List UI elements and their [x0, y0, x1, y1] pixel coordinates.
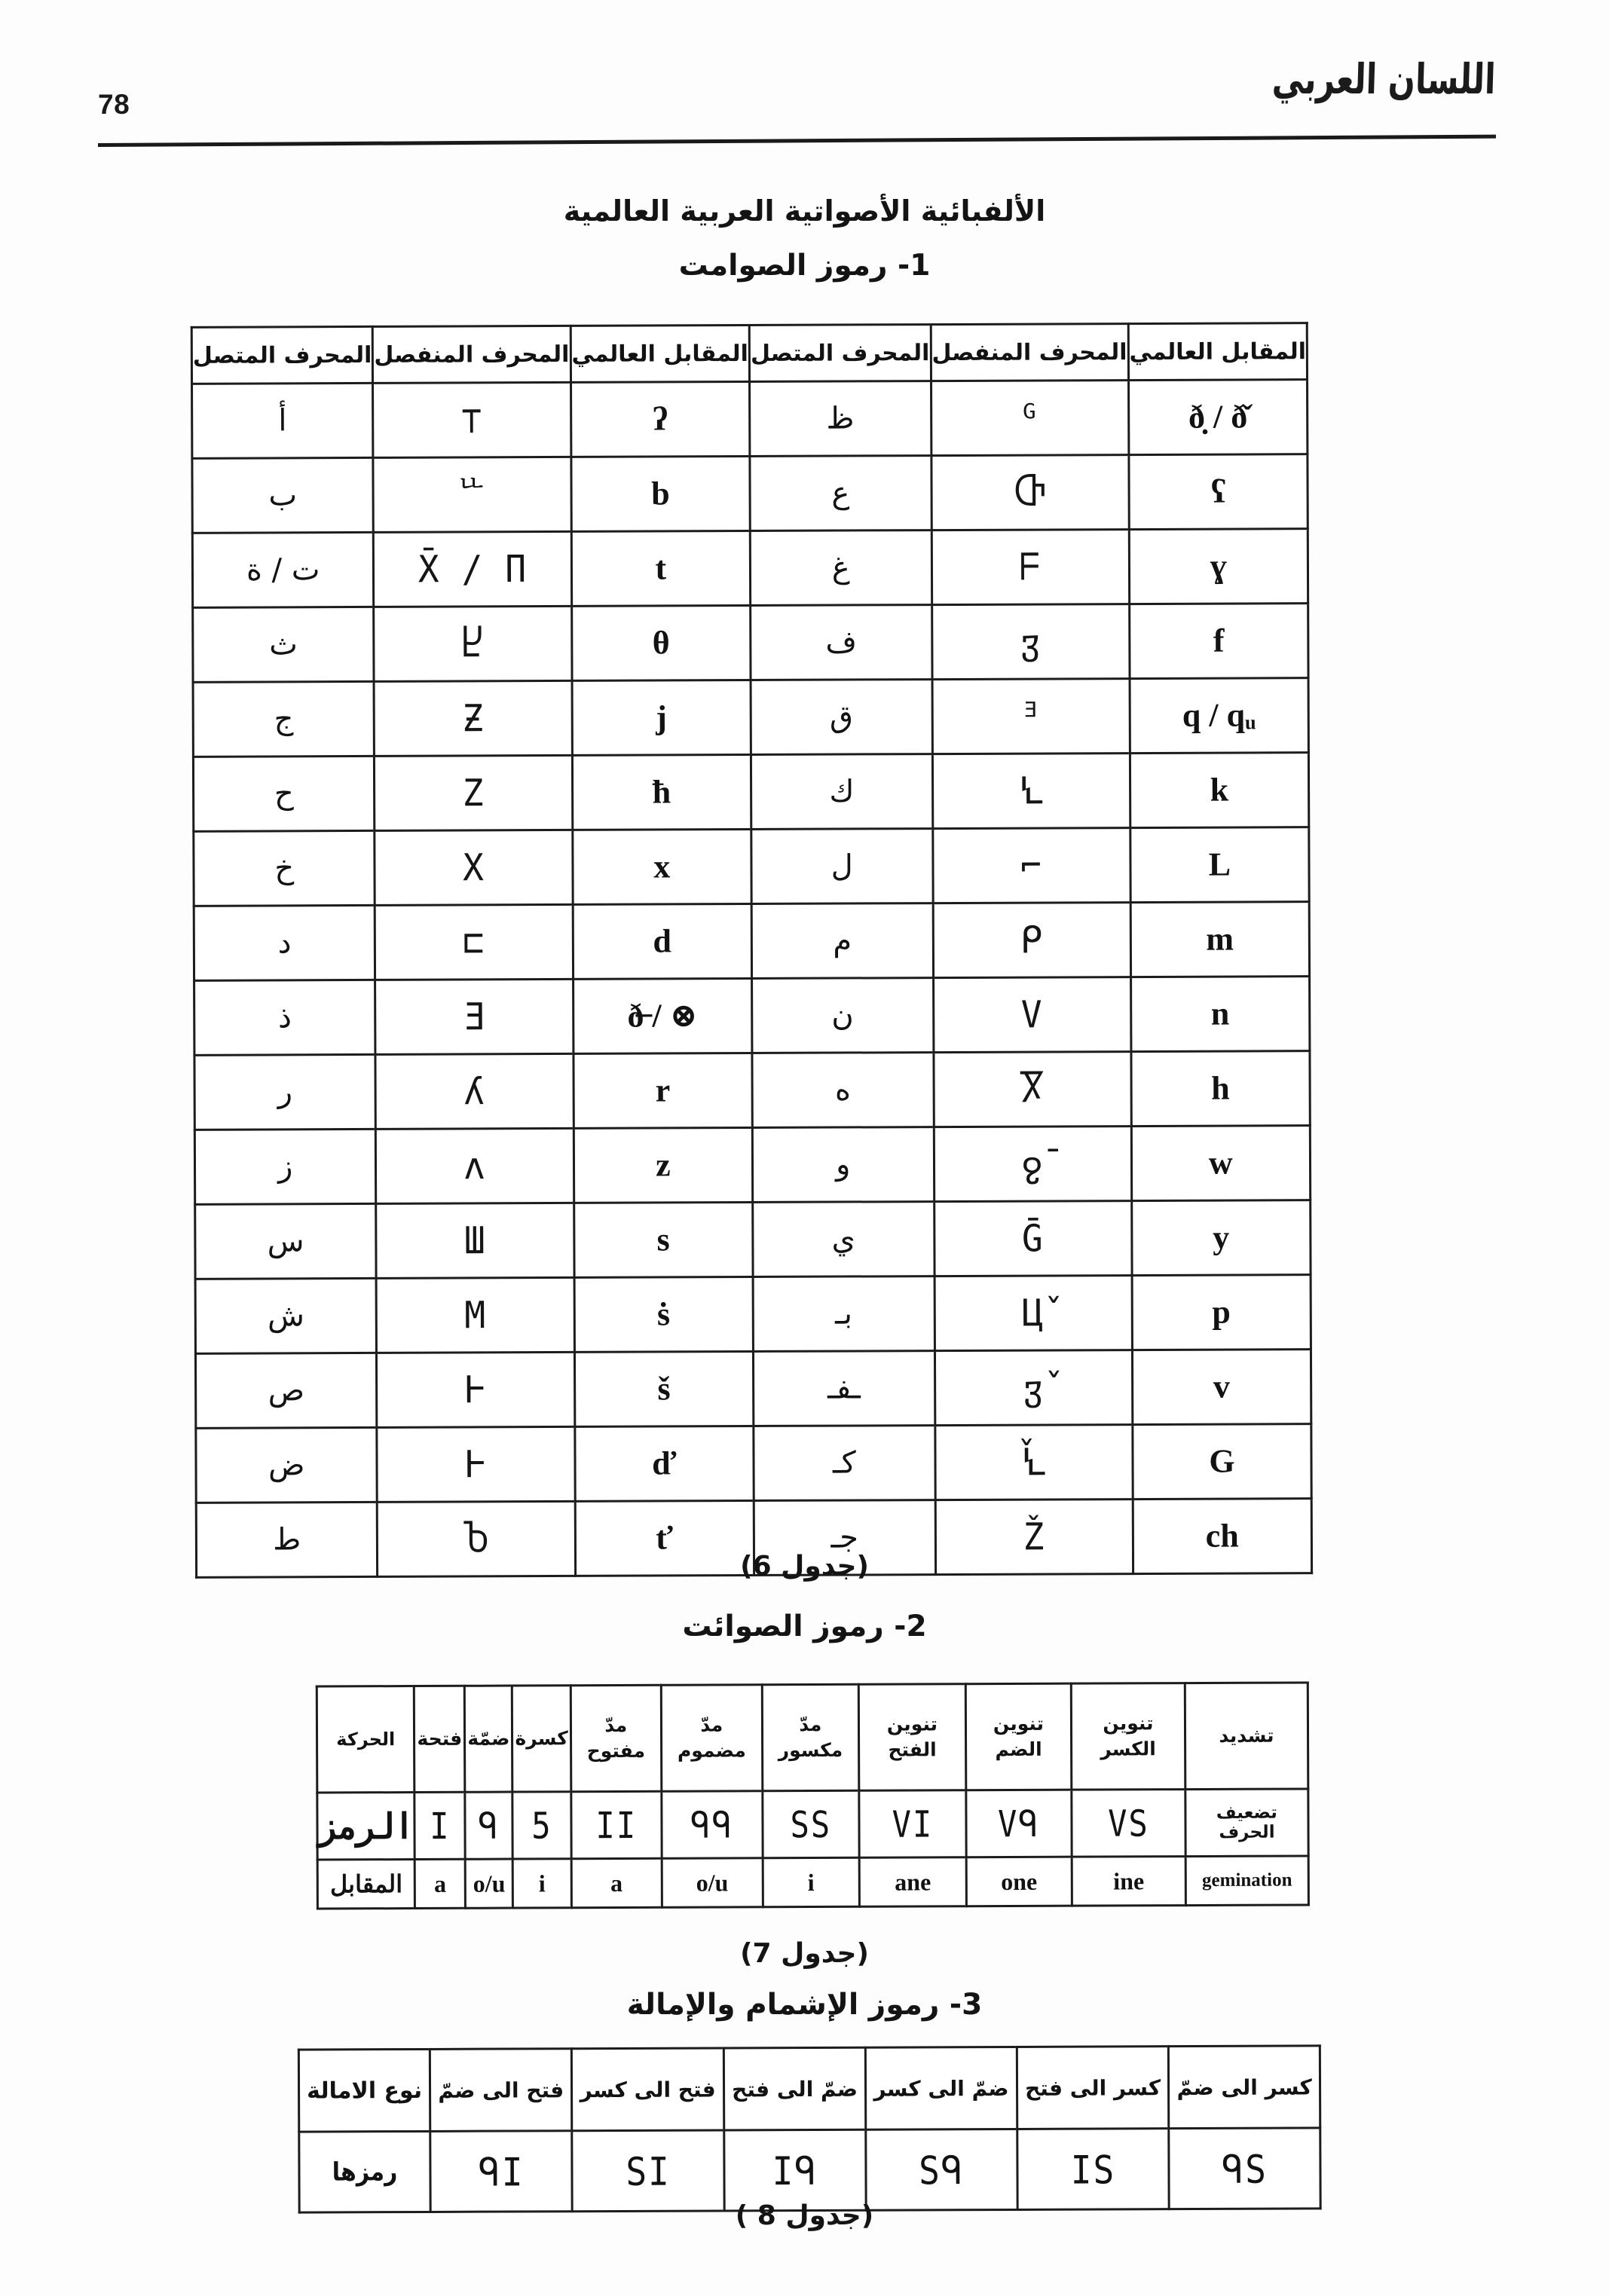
cell-intl-left: G: [1132, 1424, 1311, 1500]
cell-arabic-right: خ: [194, 830, 375, 906]
header-sep-right: المحرف المنفصل: [373, 326, 570, 383]
vowel-symbol-cell: Vᑫ: [966, 1785, 1072, 1863]
vowel-latin-cell: a: [415, 1859, 466, 1908]
table-row: [194, 977, 1309, 1056]
cell-separate-right: ʎ: [371, 1049, 579, 1133]
cell-arabic-left: ي: [753, 1202, 935, 1277]
table-row: [195, 1275, 1311, 1354]
vowel-latin-cell: one: [966, 1857, 1072, 1906]
cell-intl-left: v: [1132, 1350, 1311, 1425]
cell-intl-right: ť: [575, 1500, 754, 1576]
vowel-symbol-cell: VS: [1072, 1784, 1185, 1862]
cell-arabic-right: س: [195, 1203, 377, 1279]
vowel-header-cell: فتحة: [414, 1686, 465, 1792]
cell-intl-left: ʕ: [1128, 454, 1308, 530]
cell-separate-left: ჹ̄: [928, 1122, 1136, 1206]
imala-header-cell: ضمّ الى فتح: [723, 2047, 866, 2130]
imala-header-cell: فتح الى ضمّ: [430, 2049, 572, 2132]
vowel-latin-cell: ane: [859, 1857, 966, 1907]
consonant-table-body: [191, 380, 1311, 1578]
header-intl-left: المقابل العالمي: [1128, 323, 1308, 381]
imala-header-cell: كسر الى فتح: [1017, 2047, 1169, 2129]
cell-arabic-left: كـ: [754, 1426, 935, 1501]
vowel-row-label-ramz: الرمز: [317, 1787, 415, 1865]
caption-table-7: (جدول 7): [740, 1938, 869, 1969]
cell-intl-right: ħ: [572, 754, 751, 830]
vowel-header-cell: تنوين الفتح: [858, 1684, 965, 1791]
cell-arabic-left: ظ: [749, 381, 931, 457]
cell-arabic-left: ع: [750, 456, 931, 531]
header-sep-left: المحرف المنفصل: [931, 324, 1128, 381]
vowel-row-label-haraka: الحركة: [317, 1686, 414, 1793]
cell-intl-left: n: [1130, 977, 1310, 1052]
header-arabic-left: المحرف المتصل: [749, 325, 931, 382]
vowel-latin-cell: ine: [1072, 1857, 1185, 1906]
cell-arabic-right: ت / ة: [192, 532, 374, 607]
cell-separate-left: Ḡ: [929, 1197, 1137, 1281]
cell-intl-right: θ: [571, 605, 751, 680]
vowel-symbol-cell: VΙ: [859, 1785, 966, 1863]
vowel-symbol-table: [316, 1681, 1310, 1909]
vowel-latin-cell: a: [571, 1858, 662, 1907]
cell-separate-left: ᴲ: [927, 674, 1135, 759]
cell-separate-right: ʌ: [371, 1124, 579, 1208]
cell-intl-left: L: [1130, 827, 1309, 903]
cell-intl-left: m: [1130, 902, 1310, 977]
cell-intl-left: h: [1130, 1051, 1310, 1127]
cell-separate-left: Ц̌: [929, 1271, 1137, 1356]
vowel-symbol-cell: ΙΙ: [570, 1787, 662, 1864]
imala-header-cell: كسر الى ضمّ: [1169, 2046, 1320, 2129]
header-rule: [98, 135, 1496, 147]
vowel-latin-cell: i: [763, 1857, 860, 1906]
table-row: [192, 529, 1308, 608]
cell-separate-left: ᑭ: [928, 898, 1136, 983]
cell-arabic-right: ض: [196, 1427, 378, 1503]
vowel-latin-cell: o/u: [465, 1859, 512, 1908]
cell-intl-right: š: [574, 1351, 754, 1426]
cell-intl-right: x: [572, 829, 751, 904]
consonant-symbol-table: [191, 322, 1313, 1579]
vowel-header-cell: تنوين الكسر: [1071, 1683, 1185, 1790]
vowel-header-cell: مدّ مضموم: [661, 1685, 762, 1792]
cell-separate-left: Ꝇ̌: [930, 1420, 1138, 1505]
cell-separate-left: Ꝇ: [927, 749, 1135, 833]
vowel-symbol-cell: Ι: [414, 1787, 465, 1865]
table-row: [195, 1200, 1311, 1279]
cell-arabic-left: ن: [752, 978, 934, 1053]
cell-separate-left: ჳ̌: [929, 1346, 1137, 1430]
vowel-header-cell: تنوين الضم: [965, 1683, 1072, 1790]
cell-arabic-right: ط: [196, 1502, 378, 1577]
cell-arabic-left: ف: [751, 605, 932, 680]
cell-arabic-left: ل: [751, 829, 933, 904]
cell-arabic-right: ج: [193, 681, 375, 757]
imala-symbol-table: [298, 2044, 1322, 2213]
table-header-row: [298, 2046, 1320, 2132]
cell-intl-left: k: [1130, 753, 1309, 828]
cell-arabic-right: ر: [194, 1054, 376, 1130]
vowel-symbol-cell: ᑫᑫ: [662, 1786, 763, 1863]
cell-intl-left: f: [1129, 604, 1308, 679]
table-row: [317, 1789, 1308, 1860]
cell-separate-left: Ž: [930, 1495, 1138, 1579]
cell-separate-right: Ⱶ: [372, 1347, 580, 1432]
cell-separate-right: Ⴆ: [372, 1497, 580, 1581]
vowel-header-cell: تشديد: [1185, 1683, 1308, 1790]
cell-intl-right: s: [574, 1202, 753, 1277]
table-row: [196, 1424, 1311, 1503]
cell-intl-right: j: [572, 680, 751, 755]
table-row: [191, 380, 1307, 459]
cell-separate-right: Ǝ: [370, 974, 578, 1059]
cell-intl-left: ch: [1133, 1499, 1312, 1574]
imala-symbol-cell: SΙ: [572, 2126, 724, 2217]
cell-separate-left: V: [928, 973, 1136, 1057]
cell-separate-right: Ш: [372, 1198, 580, 1283]
imala-row-label-type: نوع الامالة: [298, 2049, 430, 2132]
vowel-table-body: [317, 1683, 1308, 1909]
cell-separate-left: Ⴟ: [928, 1047, 1136, 1132]
cell-intl-right: t: [571, 531, 751, 607]
cell-arabic-right: ذ: [194, 980, 375, 1055]
imala-header-cell: ضمّ الى كسر: [865, 2047, 1017, 2129]
consonant-table-head: [191, 323, 1307, 384]
cell-intl-right: z: [574, 1127, 753, 1203]
cell-intl-right: d: [573, 903, 752, 979]
cell-intl-left: ð̣ / ð̌: [1128, 380, 1308, 455]
cell-intl-right: ď: [574, 1426, 754, 1501]
cell-intl-left: q / qᵤ: [1130, 678, 1309, 754]
vowel-symbol-cell: ᑫ: [465, 1787, 512, 1864]
journal-title: اللسان العربي: [1271, 55, 1497, 104]
vowel-latin-cell: i: [513, 1859, 572, 1908]
imala-row-label-symbol: رمزها: [299, 2126, 431, 2218]
header-intl-right: المقابل العالمي: [570, 326, 750, 383]
cell-arabic-left: ق: [751, 680, 932, 755]
cell-arabic-left: ـفـ: [753, 1351, 935, 1426]
page-title: الألفبائية الأصواتية العربية العالمية: [563, 194, 1046, 228]
imala-header-cell: فتح الى كسر: [572, 2048, 724, 2131]
page-number: 78: [98, 89, 130, 120]
cell-intl-right: b: [570, 457, 750, 532]
table-row: [192, 454, 1308, 533]
cell-separate-right: Ƶ: [369, 676, 577, 760]
cell-separate-right: Ⱶ: [372, 1422, 580, 1506]
cell-separate-left: ᖴ: [926, 525, 1134, 610]
cell-separate-right: Z: [369, 751, 577, 835]
vowel-symbol-cell: SS: [762, 1786, 859, 1863]
cell-intl-left: y: [1131, 1200, 1311, 1276]
cell-arabic-right: أ: [191, 383, 373, 458]
section-heading-imala: 3- رموز الإشمام والإمالة: [626, 1988, 983, 2022]
cell-intl-left: ɣ: [1129, 529, 1308, 604]
header-arabic-right: المحرف المتصل: [191, 326, 373, 384]
table-row: [193, 678, 1308, 757]
cell-intl-right: ð̶ / ⊗: [573, 978, 752, 1053]
cell-arabic-left: جـ: [754, 1500, 935, 1576]
table-row: [195, 1350, 1311, 1429]
cell-arabic-right: ب: [192, 457, 374, 533]
cell-arabic-right: ش: [195, 1278, 377, 1353]
running-head: [0, 54, 1609, 145]
cell-separate-right: M: [372, 1273, 580, 1357]
cell-arabic-left: و: [752, 1127, 934, 1203]
cell-arabic-left: ه: [752, 1053, 934, 1128]
cell-intl-right: ʔ: [570, 382, 750, 457]
cell-separate-left: ᴳ: [925, 376, 1133, 460]
vowel-header-cell: كسرة: [512, 1686, 571, 1792]
imala-table-body: [298, 2046, 1320, 2212]
table-row: [194, 1126, 1310, 1205]
table-row: [193, 753, 1308, 832]
cell-separate-left: ჳ: [927, 600, 1135, 684]
cell-arabic-right: ث: [193, 607, 375, 682]
section-heading-vowels: 2- رموز الصوائت: [682, 1610, 927, 1643]
vowel-latin-cell: o/u: [662, 1858, 763, 1908]
cell-arabic-right: ح: [193, 756, 375, 831]
cell-arabic-right: ز: [194, 1129, 376, 1204]
imala-symbol-cell: ΙS: [1017, 2123, 1170, 2215]
cell-intl-right: r: [573, 1053, 752, 1128]
vowel-symbol-cell: تضعيف الحرف: [1185, 1789, 1308, 1857]
cell-intl-left: p: [1132, 1275, 1311, 1350]
caption-table-6: (جدول 6): [740, 1551, 869, 1582]
cell-separate-right: ⊤: [368, 378, 576, 462]
table-row: [193, 604, 1308, 683]
cell-arabic-left: م: [751, 903, 933, 979]
vowel-symbol-cell: 5: [512, 1787, 571, 1864]
cell-separate-right: Ⴞ: [369, 601, 577, 686]
cell-separate-right: ⊐: [370, 900, 578, 984]
imala-symbol-cell: Ιᑫ: [724, 2125, 867, 2216]
cell-arabic-left: ك: [751, 754, 932, 830]
cell-arabic-left: بـ: [753, 1276, 935, 1352]
cell-separate-right: X: [370, 825, 578, 910]
cell-arabic-right: ص: [195, 1353, 377, 1428]
vowel-latin-cell: gemination: [1185, 1856, 1308, 1906]
table-header-row: [317, 1683, 1308, 1793]
imala-symbol-cell: Sᑫ: [866, 2124, 1017, 2215]
cell-separate-right: ᄔ: [369, 452, 577, 537]
table-header-row: [191, 323, 1307, 384]
imala-symbol-cell: ᑫS: [1169, 2123, 1320, 2214]
table-row: [194, 1051, 1310, 1130]
cell-separate-right: X̄ / Π: [369, 527, 577, 611]
section-heading-consonants: 1- رموز الصوامت: [678, 249, 931, 283]
vowel-header-cell: مدّ مفتوح: [570, 1685, 662, 1791]
vowel-header-cell: ضمّة: [465, 1686, 513, 1792]
vowel-header-cell: مدّ مكسور: [762, 1684, 859, 1790]
cell-separate-left: Ⴇ: [926, 451, 1134, 535]
imala-symbol-cell: ᑫΙ: [430, 2126, 573, 2217]
cell-intl-left: w: [1131, 1126, 1311, 1201]
vowel-row-label-muqabil: المقابل: [317, 1860, 415, 1909]
cell-arabic-left: غ: [750, 530, 931, 606]
table-row: [194, 902, 1309, 981]
cell-arabic-right: د: [194, 905, 375, 980]
cell-separate-left: ⌐: [928, 824, 1136, 908]
cell-intl-right: ṡ: [574, 1276, 754, 1352]
table-row: [194, 827, 1309, 906]
caption-table-8: (جدول 8 ): [735, 2200, 874, 2231]
